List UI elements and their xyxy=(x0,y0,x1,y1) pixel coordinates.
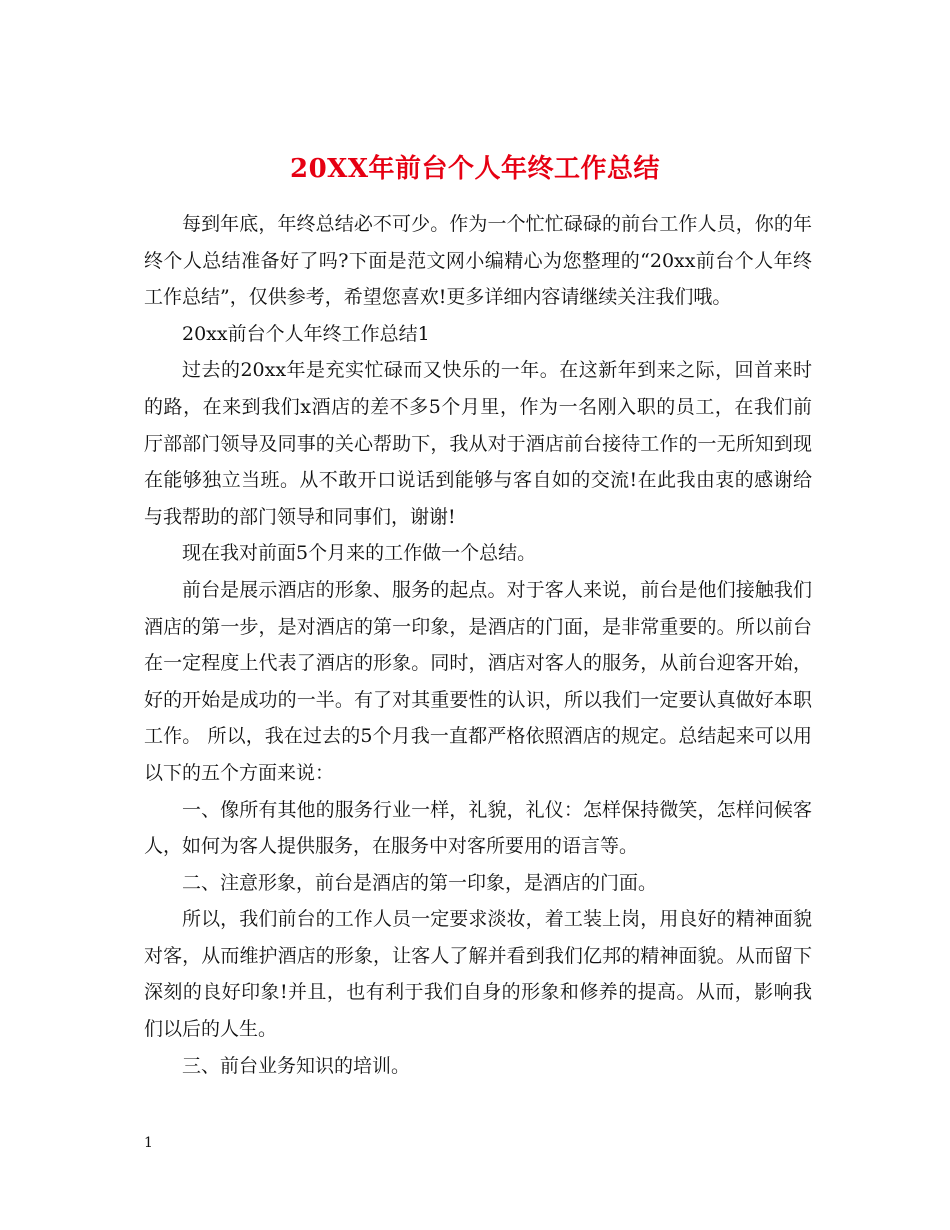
paragraph: 所以，我们前台的工作人员一定要求淡妆，着工装上岗，用良好的精神面貌对客，从而维护酒店的形象，让客人了解并看到我们亿邦的精神面貌。从而留下深刻的良好印象!并且，也有利于我们自身的形象和修养的提高。从而，影响我们以后的人生。 xyxy=(144,908,812,1041)
list-item: 二、注意形象，前台是酒店的第一印象，是酒店的门面。 xyxy=(182,871,658,894)
page-number: 1 xyxy=(144,1135,153,1151)
document-title: 20XX年前台个人年终工作总结 xyxy=(289,154,661,185)
paragraph: 前台是展示酒店的形象、服务的起点。对于客人来说，前台是他们接触我们酒店的第一步，是对酒店的第一印象，是酒店的门面，是非常重要的。所以前台在一定程度上代表了酒店的形象。同时，酒店对客人的服务，从前台迎客开始，好的开始是成功的一半。有了对其重要性的认识，所以我们一定要认真做好本职工作。 所以，我在过去的5个月我一直都严格依照酒店的规定。总结起来可以用以下的五个方面来说： xyxy=(144,578,812,784)
paragraph: 现在我对前面5个月来的工作做一个总结。 xyxy=(182,542,537,565)
paragraph: 过去的20xx年是充实忙碌而又快乐的一年。在这新年到来之际，回首来时的路，在来到我们x酒店的差不多5个月里，作为一名刚入职的员工，在我们前厅部部门领导及同事的关心帮助下，我从对于酒店前台接待工作的一无所知到现在能够独立当班。从不敢开口说话到能够与客自如的交流!在此我由衷的感谢给与我帮助的部门领导和同事们，谢谢! xyxy=(144,359,812,528)
section-heading: 20xx前台个人年终工作总结1 xyxy=(182,322,430,345)
paragraph-intro: 每到年底，年终总结必不可少。作为一个忙忙碌碌的前台工作人员，你的年终个人总结准备好了吗?下面是范文网小编精心为您整理的“20xx前台个人年终工作总结”，仅供参考，希望您喜欢!更多详细内容请继续关注我们哦。 xyxy=(144,213,812,309)
list-item: 三、前台业务知识的培训。 xyxy=(182,1054,411,1077)
list-item: 一、像所有其他的服务行业一样，礼貌，礼仪：怎样保持微笑，怎样问候客人，如何为客人提供服务，在服务中对客所要用的语言等。 xyxy=(144,798,812,858)
document-body xyxy=(144,206,812,1084)
